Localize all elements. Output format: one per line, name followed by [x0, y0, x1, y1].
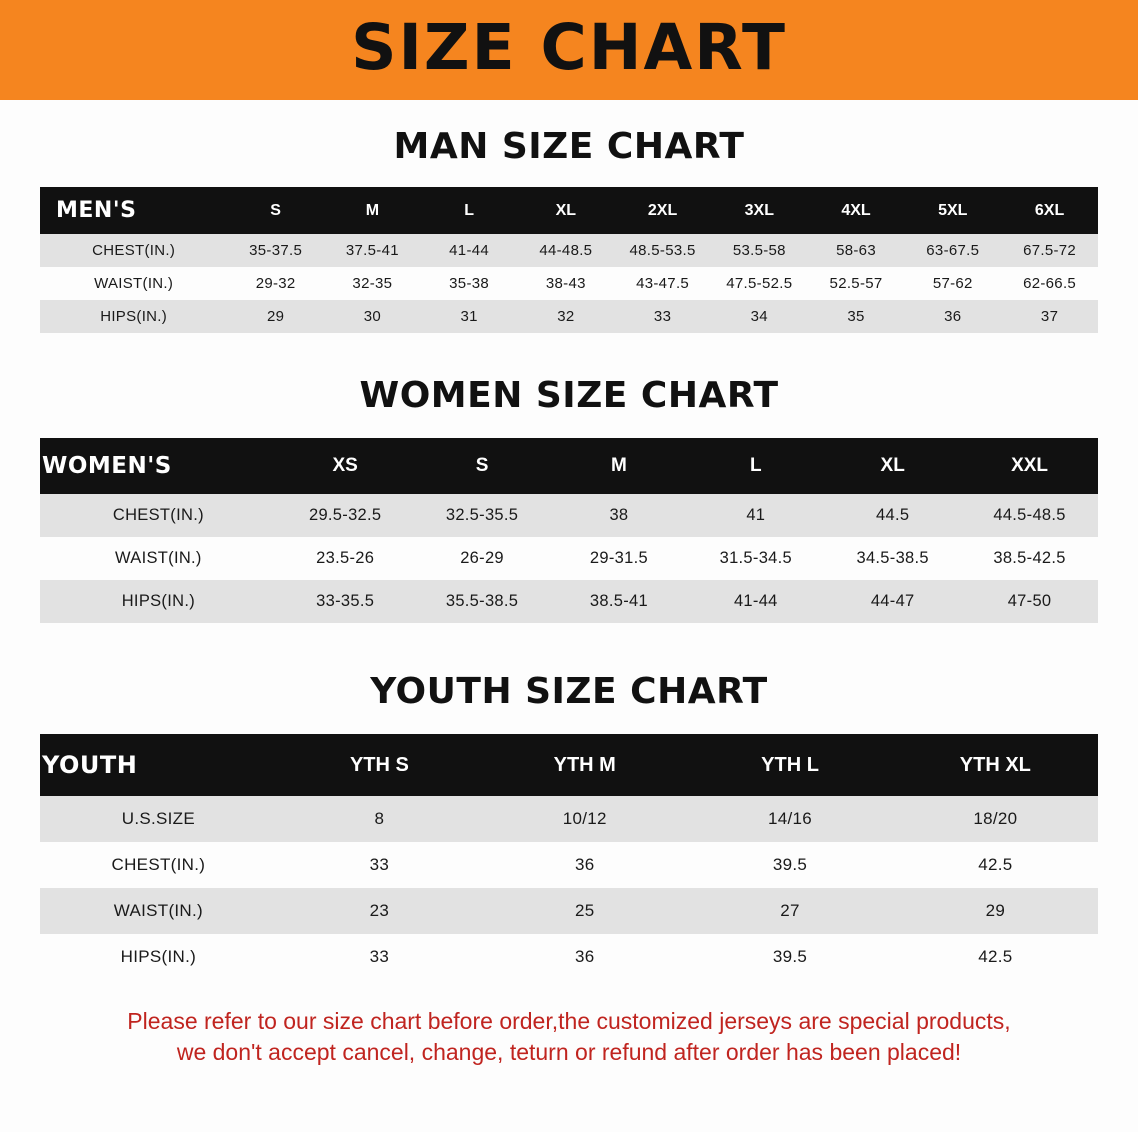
- table-cell: 41-44: [687, 580, 824, 623]
- page-title: SIZE CHART: [351, 10, 787, 84]
- table-cell: 47-50: [961, 580, 1098, 623]
- row-label: CHEST(IN.): [40, 234, 227, 267]
- column-header: 3XL: [744, 201, 774, 219]
- table-row: [40, 267, 1098, 300]
- column-header: YTH M: [553, 753, 616, 776]
- row-label: WAIST(IN.): [40, 537, 277, 580]
- table-cell: 44.5: [824, 494, 961, 537]
- table-row: [40, 888, 1098, 934]
- header-banner: [0, 0, 1138, 100]
- table-corner-label: MEN'S: [56, 198, 137, 223]
- table-cell: 42.5: [893, 842, 1098, 888]
- column-header: 2XL: [647, 201, 678, 219]
- table-cell: 48.5-53.5: [614, 234, 711, 267]
- row-label: WAIST(IN.): [40, 267, 227, 300]
- table-cell: 47.5-52.5: [711, 267, 808, 300]
- table-cell: 57-62: [904, 267, 1001, 300]
- table-cell: 23.5-26: [277, 537, 414, 580]
- column-header: XL: [880, 455, 905, 476]
- table-cell: 44.5-48.5: [961, 494, 1098, 537]
- table-cell: 38.5-42.5: [961, 537, 1098, 580]
- men-table-body: [40, 234, 1098, 333]
- table-cell: 31.5-34.5: [687, 537, 824, 580]
- column-header: S: [475, 455, 489, 476]
- table-cell: 35.5-38.5: [414, 580, 551, 623]
- table-cell: 44-47: [824, 580, 961, 623]
- table-cell: 43-47.5: [614, 267, 711, 300]
- table-cell: 8: [277, 796, 482, 842]
- row-label: U.S.SIZE: [40, 796, 277, 842]
- table-header-row: [40, 438, 1098, 494]
- table-cell: 38.5-41: [551, 580, 688, 623]
- table-cell: 63-67.5: [904, 234, 1001, 267]
- table-row: [40, 494, 1098, 537]
- table-cell: 25: [482, 888, 687, 934]
- table-cell: 33: [277, 842, 482, 888]
- table-cell: 33: [277, 934, 482, 980]
- table-corner-label: YOUTH: [42, 751, 138, 779]
- women-table-body: [40, 494, 1098, 623]
- table-row: [40, 796, 1098, 842]
- table-cell: 44-48.5: [517, 234, 614, 267]
- table-row: [40, 580, 1098, 623]
- women-size-table: [40, 438, 1098, 623]
- table-cell: 30: [324, 300, 421, 333]
- column-header: XXL: [1011, 455, 1049, 476]
- column-header: YTH XL: [959, 753, 1031, 776]
- table-cell: 32: [517, 300, 614, 333]
- man-table-wrapper: [40, 187, 1098, 333]
- column-header: 6XL: [1034, 201, 1065, 219]
- table-cell: 29: [227, 300, 324, 333]
- table-corner-label: WOMEN'S: [42, 453, 172, 479]
- table-cell: 34: [711, 300, 808, 333]
- table-cell: 29: [893, 888, 1098, 934]
- table-cell: 38-43: [517, 267, 614, 300]
- row-label: HIPS(IN.): [40, 934, 277, 980]
- table-cell: 29-32: [227, 267, 324, 300]
- row-label: HIPS(IN.): [40, 580, 277, 623]
- youth-table-wrapper: [40, 734, 1098, 980]
- column-header: M: [611, 455, 627, 476]
- man-section-title: MAN SIZE CHART: [393, 126, 745, 167]
- column-header: S: [270, 201, 281, 219]
- youth-table-head: [40, 734, 1098, 796]
- table-cell: 41: [687, 494, 824, 537]
- column-header: XL: [555, 201, 577, 219]
- table-header-row: [40, 187, 1098, 234]
- table-cell: 42.5: [893, 934, 1098, 980]
- table-cell: 67.5-72: [1001, 234, 1098, 267]
- row-label: CHEST(IN.): [40, 842, 277, 888]
- table-row: [40, 300, 1098, 333]
- table-cell: 23: [277, 888, 482, 934]
- table-cell: 33: [614, 300, 711, 333]
- table-cell: 32.5-35.5: [414, 494, 551, 537]
- column-header: L: [750, 455, 762, 476]
- table-cell: 36: [904, 300, 1001, 333]
- table-cell: 36: [482, 842, 687, 888]
- men-table-head: [40, 187, 1098, 234]
- table-cell: 38: [551, 494, 688, 537]
- column-header: XS: [332, 455, 358, 476]
- table-cell: 27: [687, 888, 892, 934]
- table-cell: 58-63: [808, 234, 905, 267]
- disclaimer-line-2: we don't accept cancel, change, teturn or refund after order has been placed!: [176, 1039, 962, 1066]
- table-cell: 29.5-32.5: [277, 494, 414, 537]
- youth-section-title: YOUTH SIZE CHART: [370, 671, 768, 712]
- table-cell: 41-44: [421, 234, 518, 267]
- column-header: YTH L: [761, 753, 819, 776]
- table-header-row: [40, 734, 1098, 796]
- table-cell: 36: [482, 934, 687, 980]
- column-header: YTH S: [349, 753, 409, 776]
- table-cell: 37.5-41: [324, 234, 421, 267]
- table-cell: 10/12: [482, 796, 687, 842]
- women-section-title: WOMEN SIZE CHART: [359, 375, 779, 416]
- table-cell: 33-35.5: [277, 580, 414, 623]
- table-cell: 29-31.5: [551, 537, 688, 580]
- table-cell: 37: [1001, 300, 1098, 333]
- table-cell: 14/16: [687, 796, 892, 842]
- table-cell: 62-66.5: [1001, 267, 1098, 300]
- table-cell: 35-37.5: [227, 234, 324, 267]
- table-cell: 31: [421, 300, 518, 333]
- table-cell: 35: [808, 300, 905, 333]
- column-header: M: [365, 201, 380, 219]
- table-cell: 32-35: [324, 267, 421, 300]
- row-label: CHEST(IN.): [40, 494, 277, 537]
- youth-size-table: [40, 734, 1098, 980]
- table-cell: 18/20: [893, 796, 1098, 842]
- youth-table-body: [40, 796, 1098, 980]
- table-cell: 53.5-58: [711, 234, 808, 267]
- women-table-head: [40, 438, 1098, 494]
- table-row: [40, 537, 1098, 580]
- disclaimer-line-1: Please refer to our size chart before order,the customized jerseys are special products,: [127, 1008, 1011, 1034]
- column-header: L: [464, 201, 474, 219]
- table-row: [40, 842, 1098, 888]
- table-cell: 39.5: [687, 842, 892, 888]
- row-label: HIPS(IN.): [40, 300, 227, 333]
- table-cell: 52.5-57: [808, 267, 905, 300]
- table-cell: 34.5-38.5: [824, 537, 961, 580]
- table-cell: 39.5: [687, 934, 892, 980]
- disclaimer-note: [34, 1006, 1104, 1068]
- table-cell: 26-29: [414, 537, 551, 580]
- table-cell: 35-38: [421, 267, 518, 300]
- men-size-table: [40, 187, 1098, 333]
- table-row: [40, 234, 1098, 267]
- row-label: WAIST(IN.): [40, 888, 277, 934]
- column-header: 5XL: [938, 201, 968, 219]
- women-table-wrapper: [40, 438, 1098, 623]
- column-header: 4XL: [841, 201, 871, 219]
- table-row: [40, 934, 1098, 980]
